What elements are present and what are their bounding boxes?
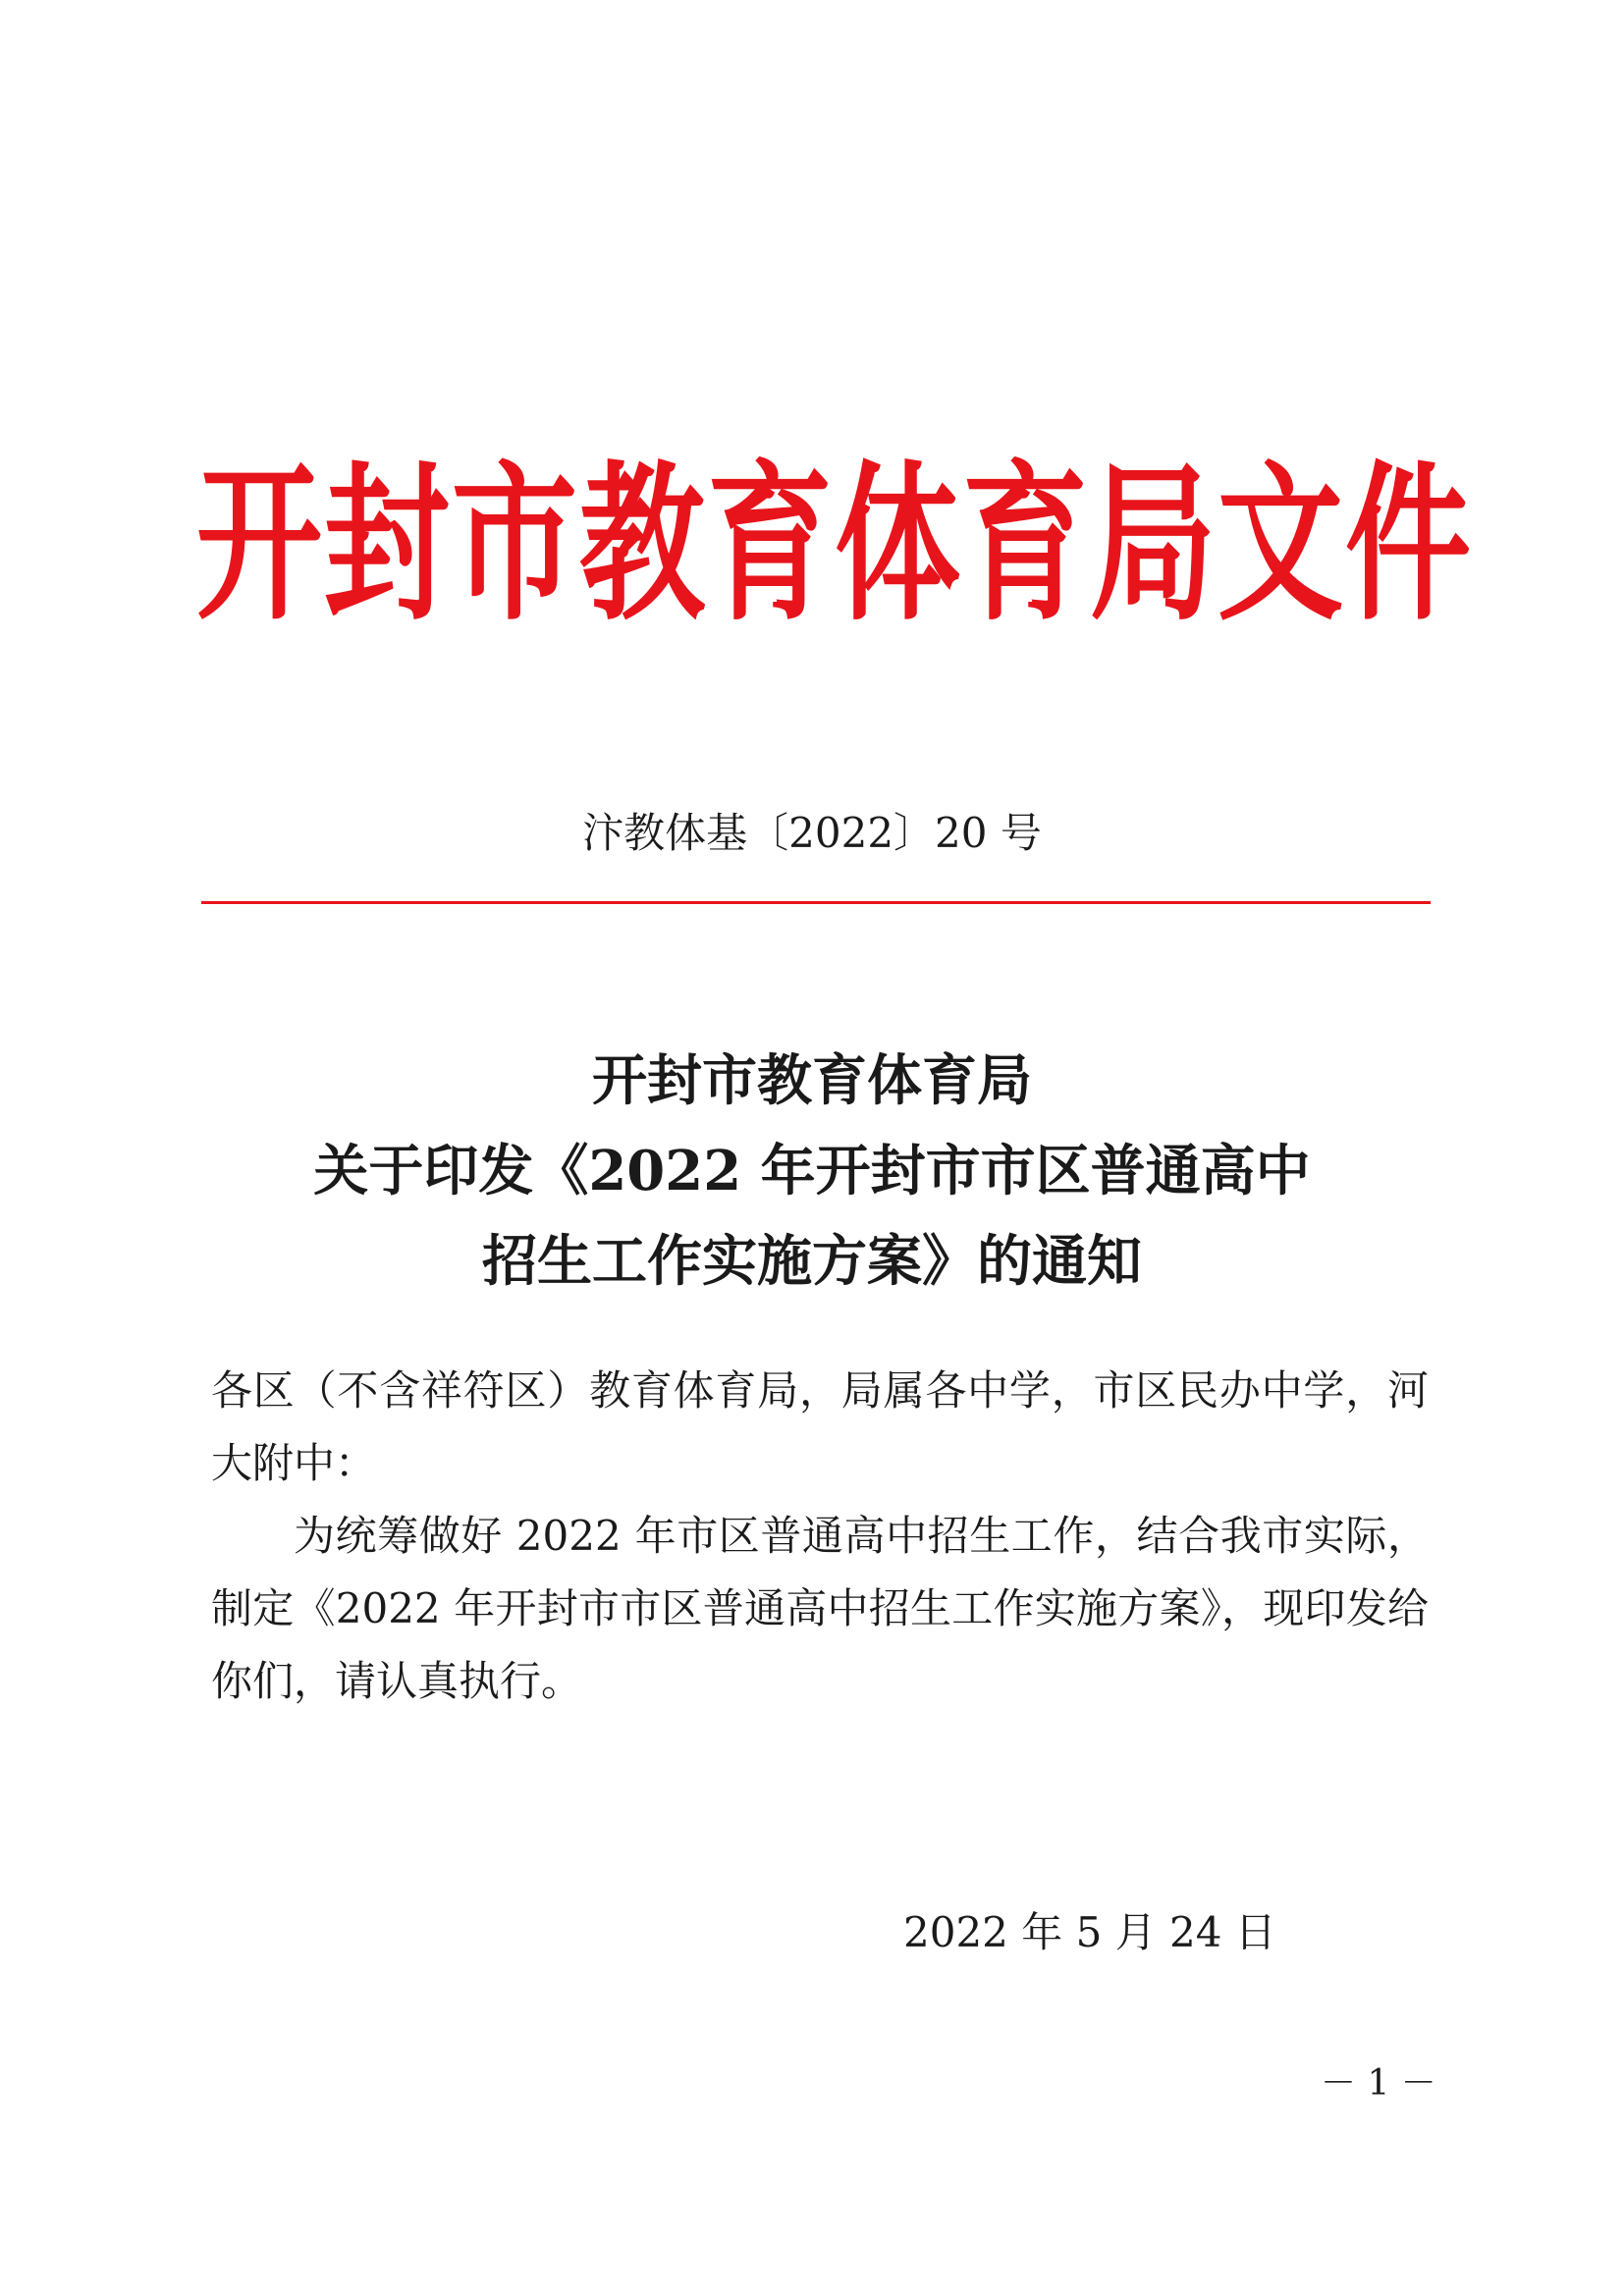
salutation: 各区（不含祥符区）教育体育局，局属各中学，市区民办中学，河大附中： [211, 1366, 1429, 1487]
title-line-2: 关于印发《2022 年开封市市区普通高中 [313, 1139, 1311, 1203]
title-line-1: 开封市教育体育局 [592, 1048, 1032, 1113]
document-title [0, 1036, 1624, 1307]
document-body [211, 1355, 1429, 1718]
document-number: 汴教体基〔2022〕20 号 [582, 809, 1042, 857]
red-separator-line [201, 901, 1431, 904]
title-line-3: 招生工作实施方案》的通知 [482, 1229, 1142, 1294]
page-number: － 1 － [1321, 2063, 1436, 2104]
issuer-banner: 开封市教育体育局文件 [196, 447, 1474, 645]
body-paragraph: 为统筹做好 2022 年市区普通高中招生工作，结合我市实际，制定《2022 年开封市市区普通高中招生工作实施方案》，现印发给你们，请认真执行。 [211, 1512, 1429, 1705]
issue-date: 2022 年 5 月 24 日 [903, 1908, 1276, 1956]
